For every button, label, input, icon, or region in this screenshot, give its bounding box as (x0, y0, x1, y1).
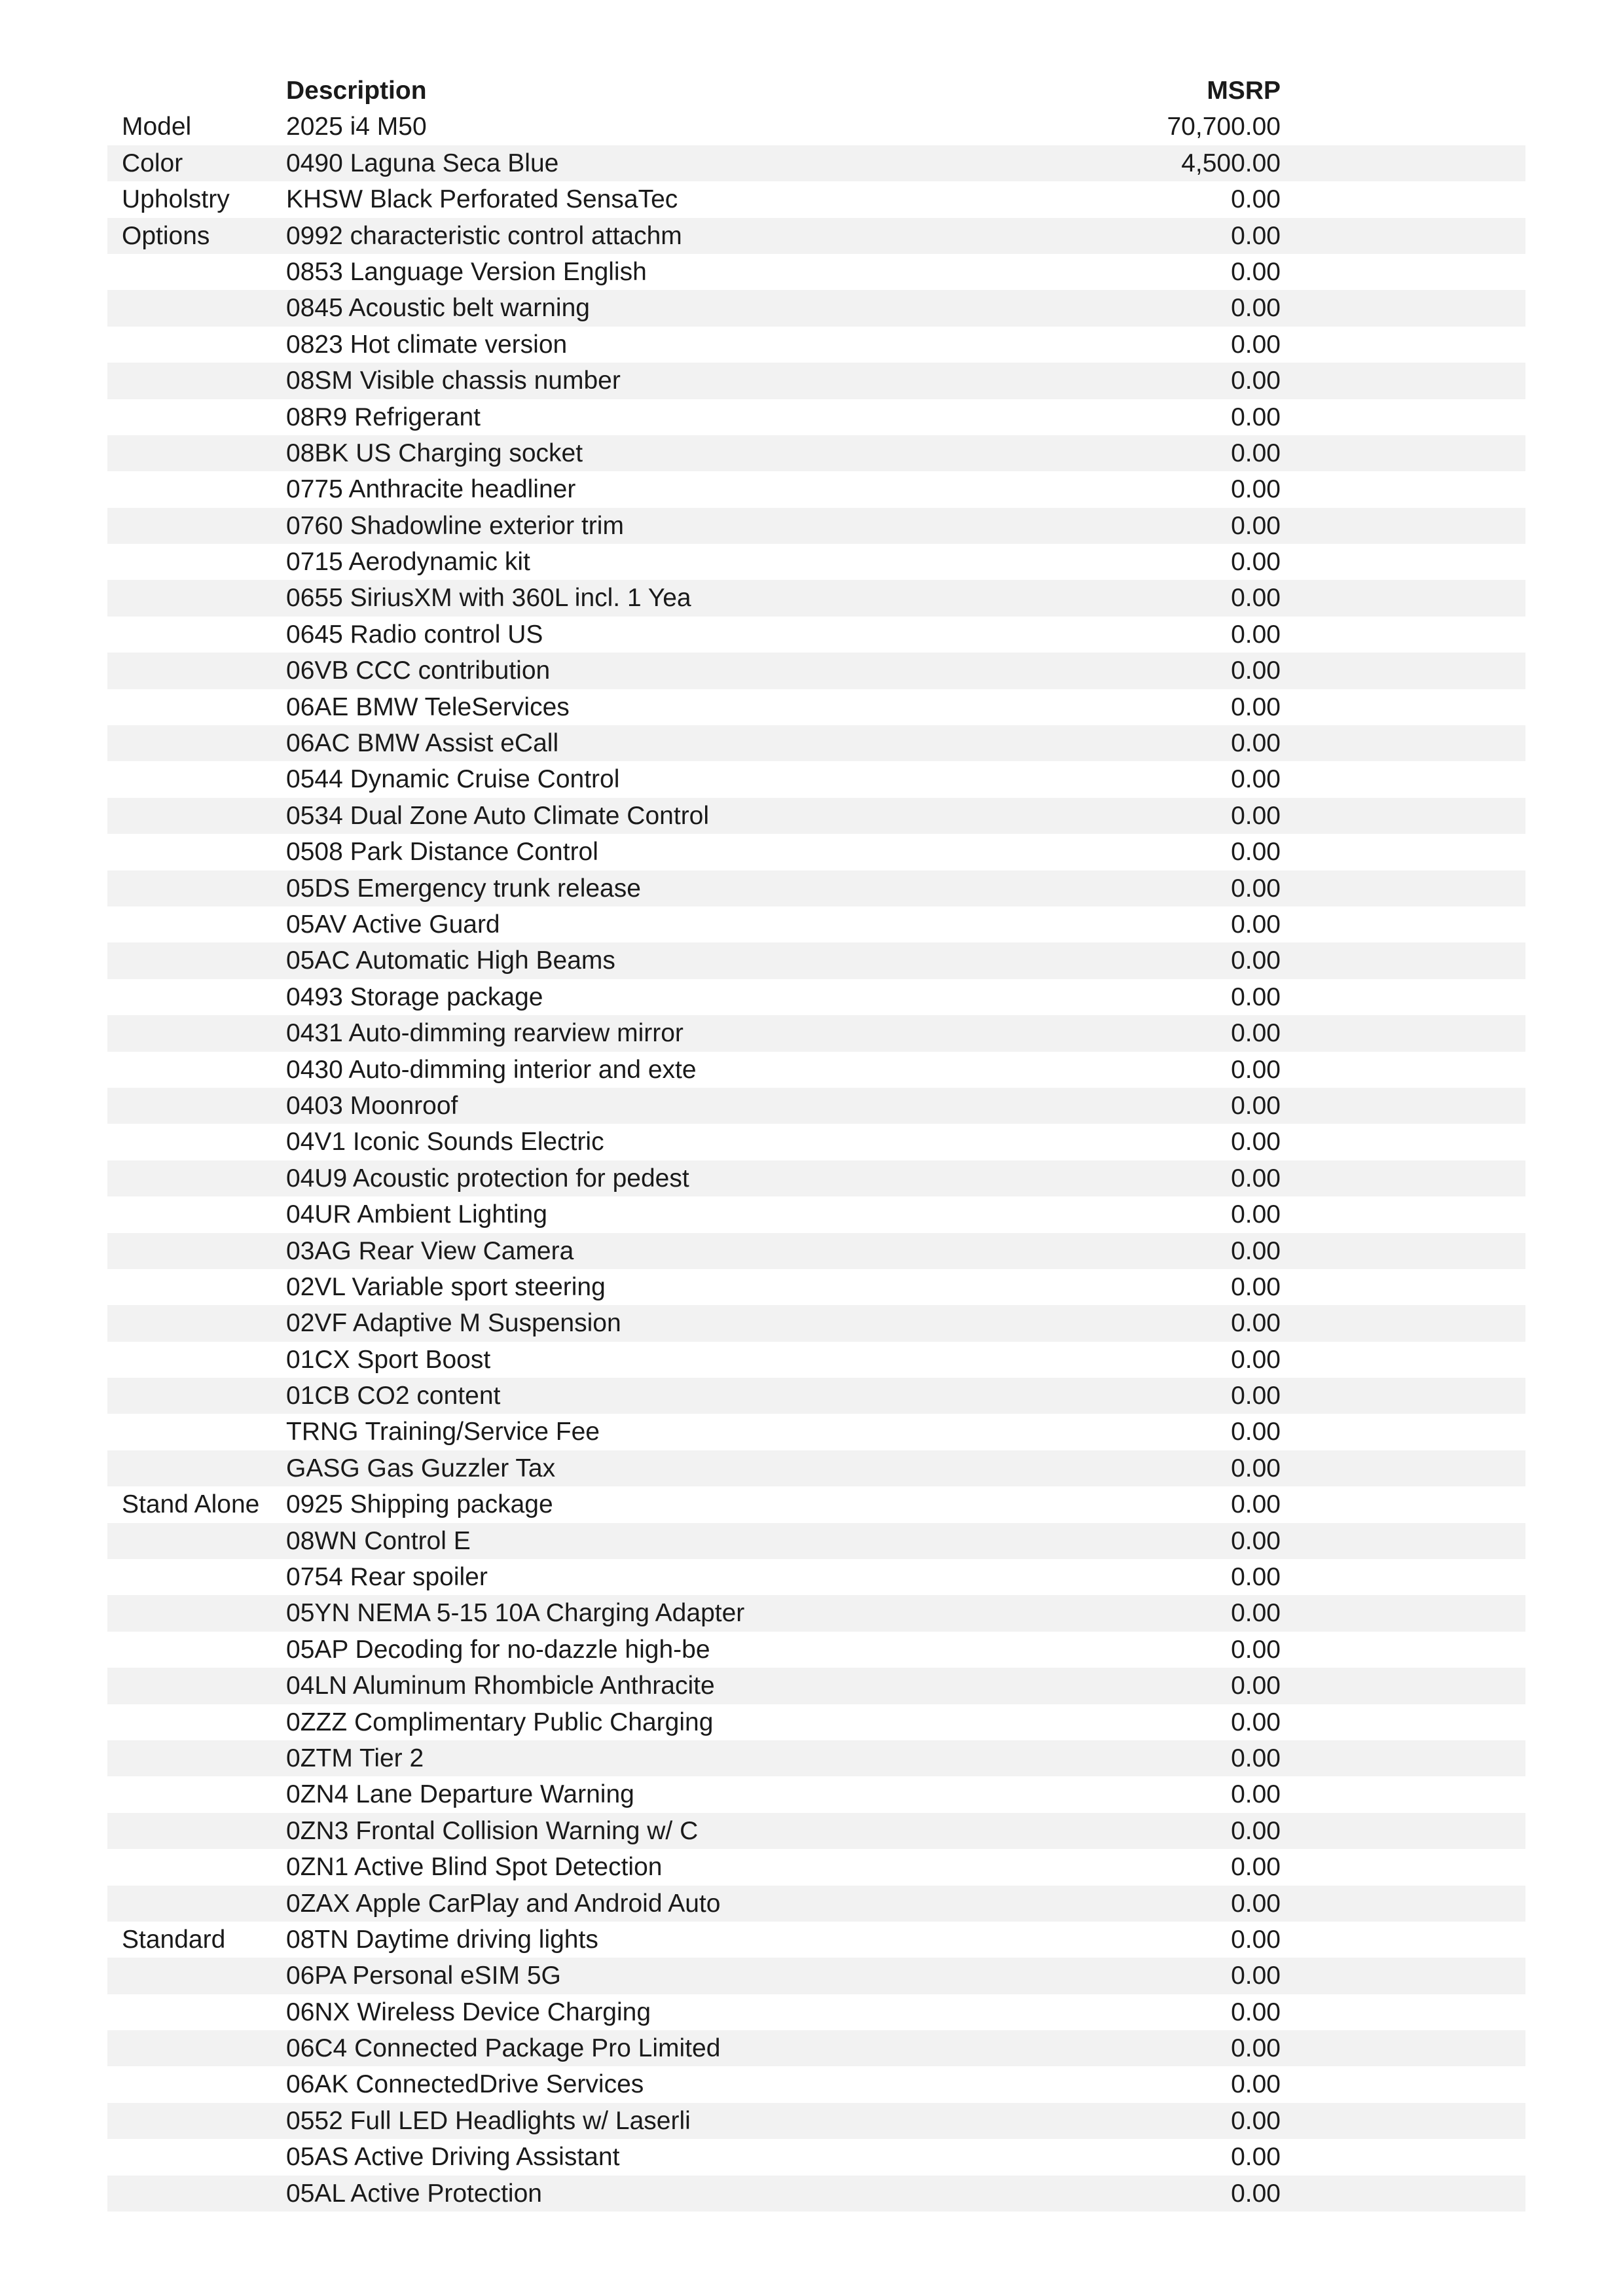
table-row (107, 870, 1525, 906)
table-row (107, 1342, 1525, 1378)
row-description: 0ZN1 Active Blind Spot Detection (286, 1853, 663, 1882)
row-description: KHSW Black Perforated SensaTec (286, 185, 678, 214)
row-description: 0715 Aerodynamic kit (286, 548, 530, 577)
row-msrp: 0.00 (1231, 1382, 1281, 1410)
msrp-table (107, 73, 1525, 2212)
row-msrp: 0.00 (1231, 801, 1281, 830)
table-row (107, 1958, 1525, 1994)
table-header (107, 73, 1525, 109)
row-description: 0ZTM Tier 2 (286, 1744, 424, 1772)
table-row (107, 2176, 1525, 2212)
table-row (107, 254, 1525, 290)
row-msrp: 0.00 (1231, 1635, 1281, 1664)
row-description: 02VF Adaptive M Suspension (286, 1309, 621, 1338)
row-description: 05AV Active Guard (286, 910, 500, 939)
row-description: 08WN Control E (286, 1526, 471, 1555)
table-row (107, 1196, 1525, 1232)
table-row (107, 1632, 1525, 1668)
row-msrp: 0.00 (1231, 257, 1281, 286)
row-msrp: 0.00 (1231, 221, 1281, 250)
row-description: 01CX Sport Boost (286, 1345, 491, 1374)
table-row (107, 1668, 1525, 1704)
row-description: 08BK US Charging socket (286, 439, 583, 467)
table-row (107, 1813, 1525, 1849)
row-description: 08SM Visible chassis number (286, 367, 621, 395)
table-body (107, 109, 1525, 2212)
row-msrp: 0.00 (1231, 1091, 1281, 1120)
row-description: 04V1 Iconic Sounds Electric (286, 1128, 604, 1157)
row-msrp: 0.00 (1231, 765, 1281, 794)
row-msrp: 0.00 (1231, 1998, 1281, 2026)
row-description: 06NX Wireless Device Charging (286, 1998, 651, 2026)
table-row (107, 1233, 1525, 1269)
row-msrp: 0.00 (1231, 367, 1281, 395)
row-msrp: 0.00 (1231, 2179, 1281, 2208)
table-row (107, 399, 1525, 435)
table-row (107, 1015, 1525, 1051)
row-description: 06AK ConnectedDrive Services (286, 2070, 644, 2099)
row-msrp: 0.00 (1231, 1780, 1281, 1809)
row-msrp: 0.00 (1231, 1309, 1281, 1338)
row-category: Options (122, 221, 210, 250)
row-description: 06PA Personal eSIM 5G (286, 1962, 561, 1990)
table-row (107, 1378, 1525, 1414)
row-description: 06AC BMW Assist eCall (286, 729, 559, 758)
row-msrp: 0.00 (1231, 874, 1281, 903)
row-msrp: 0.00 (1231, 1744, 1281, 1772)
table-row (107, 979, 1525, 1015)
row-msrp: 0.00 (1231, 185, 1281, 214)
table-row (107, 617, 1525, 653)
table-row (107, 1559, 1525, 1595)
row-msrp: 0.00 (1231, 1925, 1281, 1954)
row-description: 0925 Shipping package (286, 1490, 553, 1519)
row-msrp: 0.00 (1231, 946, 1281, 975)
row-msrp: 0.00 (1231, 1164, 1281, 1193)
row-description: 0655 SiriusXM with 360L incl. 1 Yea (286, 584, 691, 613)
row-msrp: 0.00 (1231, 2070, 1281, 2099)
row-description: 0552 Full LED Headlights w/ Laserli (286, 2106, 691, 2135)
row-msrp: 0.00 (1231, 1672, 1281, 1700)
row-description: 04UR Ambient Lighting (286, 1200, 547, 1229)
row-msrp: 0.00 (1231, 1889, 1281, 1918)
table-row (107, 1704, 1525, 1740)
row-msrp: 0.00 (1231, 1526, 1281, 1555)
row-description: 01CB CO2 content (286, 1382, 501, 1410)
row-description: 05AP Decoding for no-dazzle high-be (286, 1635, 710, 1664)
row-description: 05AS Active Driving Assistant (286, 2143, 620, 2172)
table-row (107, 1160, 1525, 1196)
row-description: 06C4 Connected Package Pro Limited (286, 2034, 721, 2063)
table-row (107, 2030, 1525, 2066)
row-description: 0ZN3 Frontal Collision Warning w/ C (286, 1816, 699, 1845)
row-category: Standard (122, 1925, 226, 1954)
table-row (107, 2066, 1525, 2102)
row-msrp: 0.00 (1231, 439, 1281, 467)
row-description: 0403 Moonroof (286, 1091, 458, 1120)
row-msrp: 0.00 (1231, 1128, 1281, 1157)
row-description: 0754 Rear spoiler (286, 1563, 488, 1592)
msrp-column-header: MSRP (1207, 77, 1281, 105)
row-msrp: 0.00 (1231, 1272, 1281, 1301)
row-msrp: 0.00 (1231, 692, 1281, 721)
table-row (107, 327, 1525, 363)
row-msrp: 0.00 (1231, 1490, 1281, 1519)
table-row (107, 725, 1525, 761)
row-msrp: 0.00 (1231, 620, 1281, 649)
row-description: 0645 Radio control US (286, 620, 543, 649)
table-row (107, 653, 1525, 689)
table-row (107, 544, 1525, 580)
table-row (107, 290, 1525, 326)
row-description: 0845 Acoustic belt warning (286, 294, 590, 323)
row-msrp: 0.00 (1231, 2143, 1281, 2172)
table-row (107, 1052, 1525, 1088)
table-row (107, 1414, 1525, 1450)
table-row (107, 1088, 1525, 1124)
row-msrp: 0.00 (1231, 1345, 1281, 1374)
table-row (107, 580, 1525, 616)
table-row (107, 942, 1525, 978)
table-row (107, 363, 1525, 399)
row-msrp: 0.00 (1231, 1962, 1281, 1990)
table-row (107, 1269, 1525, 1305)
row-description: 05AC Automatic High Beams (286, 946, 615, 975)
table-row (107, 1776, 1525, 1812)
table-row (107, 906, 1525, 942)
table-row (107, 1922, 1525, 1958)
row-msrp: 0.00 (1231, 2106, 1281, 2135)
row-msrp: 0.00 (1231, 1055, 1281, 1084)
row-msrp: 0.00 (1231, 910, 1281, 939)
row-msrp: 0.00 (1231, 2034, 1281, 2063)
table-row (107, 1994, 1525, 2030)
row-category: Stand Alone (122, 1490, 260, 1519)
row-msrp: 0.00 (1231, 1563, 1281, 1592)
row-description: 0ZZZ Complimentary Public Charging (286, 1708, 714, 1736)
row-description: 0760 Shadowline exterior trim (286, 511, 624, 540)
row-description: 0ZN4 Lane Departure Warning (286, 1780, 634, 1809)
row-description: 05YN NEMA 5-15 10A Charging Adapter (286, 1599, 745, 1628)
row-description: 08TN Daytime driving lights (286, 1925, 598, 1954)
row-description: 0775 Anthracite headliner (286, 475, 576, 504)
row-category: Model (122, 113, 192, 141)
row-msrp: 0.00 (1231, 294, 1281, 323)
row-description: 05DS Emergency trunk release (286, 874, 641, 903)
row-description: GASG Gas Guzzler Tax (286, 1454, 556, 1482)
row-description: TRNG Training/Service Fee (286, 1418, 600, 1446)
table-row (107, 2103, 1525, 2139)
row-msrp: 0.00 (1231, 548, 1281, 577)
row-msrp: 0.00 (1231, 475, 1281, 504)
row-msrp: 0.00 (1231, 656, 1281, 685)
row-category: Color (122, 149, 183, 177)
row-msrp: 0.00 (1231, 1019, 1281, 1048)
row-description: 08R9 Refrigerant (286, 403, 481, 431)
table-row (107, 689, 1525, 725)
table-row (107, 181, 1525, 217)
row-description: 0992 characteristic control attachm (286, 221, 682, 250)
table-row (107, 145, 1525, 181)
row-description: 0430 Auto-dimming interior and exte (286, 1055, 697, 1084)
row-msrp: 0.00 (1231, 982, 1281, 1011)
table-row (107, 1740, 1525, 1776)
table-row (107, 508, 1525, 544)
row-msrp: 0.00 (1231, 1418, 1281, 1446)
table-row (107, 1886, 1525, 1922)
table-row (107, 1450, 1525, 1486)
table-row (107, 798, 1525, 834)
row-msrp: 0.00 (1231, 330, 1281, 359)
row-description: 0823 Hot climate version (286, 330, 568, 359)
row-msrp: 0.00 (1231, 1708, 1281, 1736)
row-description: 04LN Aluminum Rhombicle Anthracite (286, 1672, 715, 1700)
row-msrp: 0.00 (1231, 403, 1281, 431)
row-description: 0544 Dynamic Cruise Control (286, 765, 620, 794)
description-column-header: Description (286, 77, 427, 105)
row-description: 05AL Active Protection (286, 2179, 542, 2208)
table-row (107, 834, 1525, 870)
row-description: 0431 Auto-dimming rearview mirror (286, 1019, 684, 1048)
row-msrp: 0.00 (1231, 1853, 1281, 1882)
row-description: 0493 Storage package (286, 982, 543, 1011)
row-description: 0508 Park Distance Control (286, 838, 598, 867)
row-msrp: 0.00 (1231, 1599, 1281, 1628)
table-row (107, 1305, 1525, 1341)
row-description: 0534 Dual Zone Auto Climate Control (286, 801, 710, 830)
row-msrp: 0.00 (1231, 838, 1281, 867)
row-msrp: 0.00 (1231, 1816, 1281, 1845)
row-msrp: 0.00 (1231, 511, 1281, 540)
row-msrp: 0.00 (1231, 584, 1281, 613)
row-msrp: 0.00 (1231, 729, 1281, 758)
row-msrp: 0.00 (1231, 1454, 1281, 1482)
row-description: 0490 Laguna Seca Blue (286, 149, 559, 177)
table-row (107, 1849, 1525, 1885)
row-category: Upholstry (122, 185, 230, 214)
table-row (107, 1486, 1525, 1522)
row-description: 06AE BMW TeleServices (286, 692, 570, 721)
table-row (107, 435, 1525, 471)
row-description: 06VB CCC contribution (286, 656, 551, 685)
table-row (107, 2139, 1525, 2175)
table-row (107, 1523, 1525, 1559)
row-description: 0ZAX Apple CarPlay and Android Auto (286, 1889, 721, 1918)
table-row (107, 761, 1525, 797)
row-description: 03AG Rear View Camera (286, 1236, 574, 1265)
row-msrp: 0.00 (1231, 1200, 1281, 1229)
table-row (107, 1124, 1525, 1160)
table-row (107, 1595, 1525, 1631)
row-msrp: 0.00 (1231, 1236, 1281, 1265)
row-description: 04U9 Acoustic protection for pedest (286, 1164, 689, 1193)
table-row (107, 218, 1525, 254)
row-msrp: 70,700.00 (1167, 113, 1281, 141)
row-description: 02VL Variable sport steering (286, 1272, 606, 1301)
row-description: 0853 Language Version English (286, 257, 647, 286)
table-row (107, 109, 1525, 145)
row-msrp: 4,500.00 (1181, 149, 1281, 177)
table-row (107, 471, 1525, 507)
row-description: 2025 i4 M50 (286, 113, 427, 141)
